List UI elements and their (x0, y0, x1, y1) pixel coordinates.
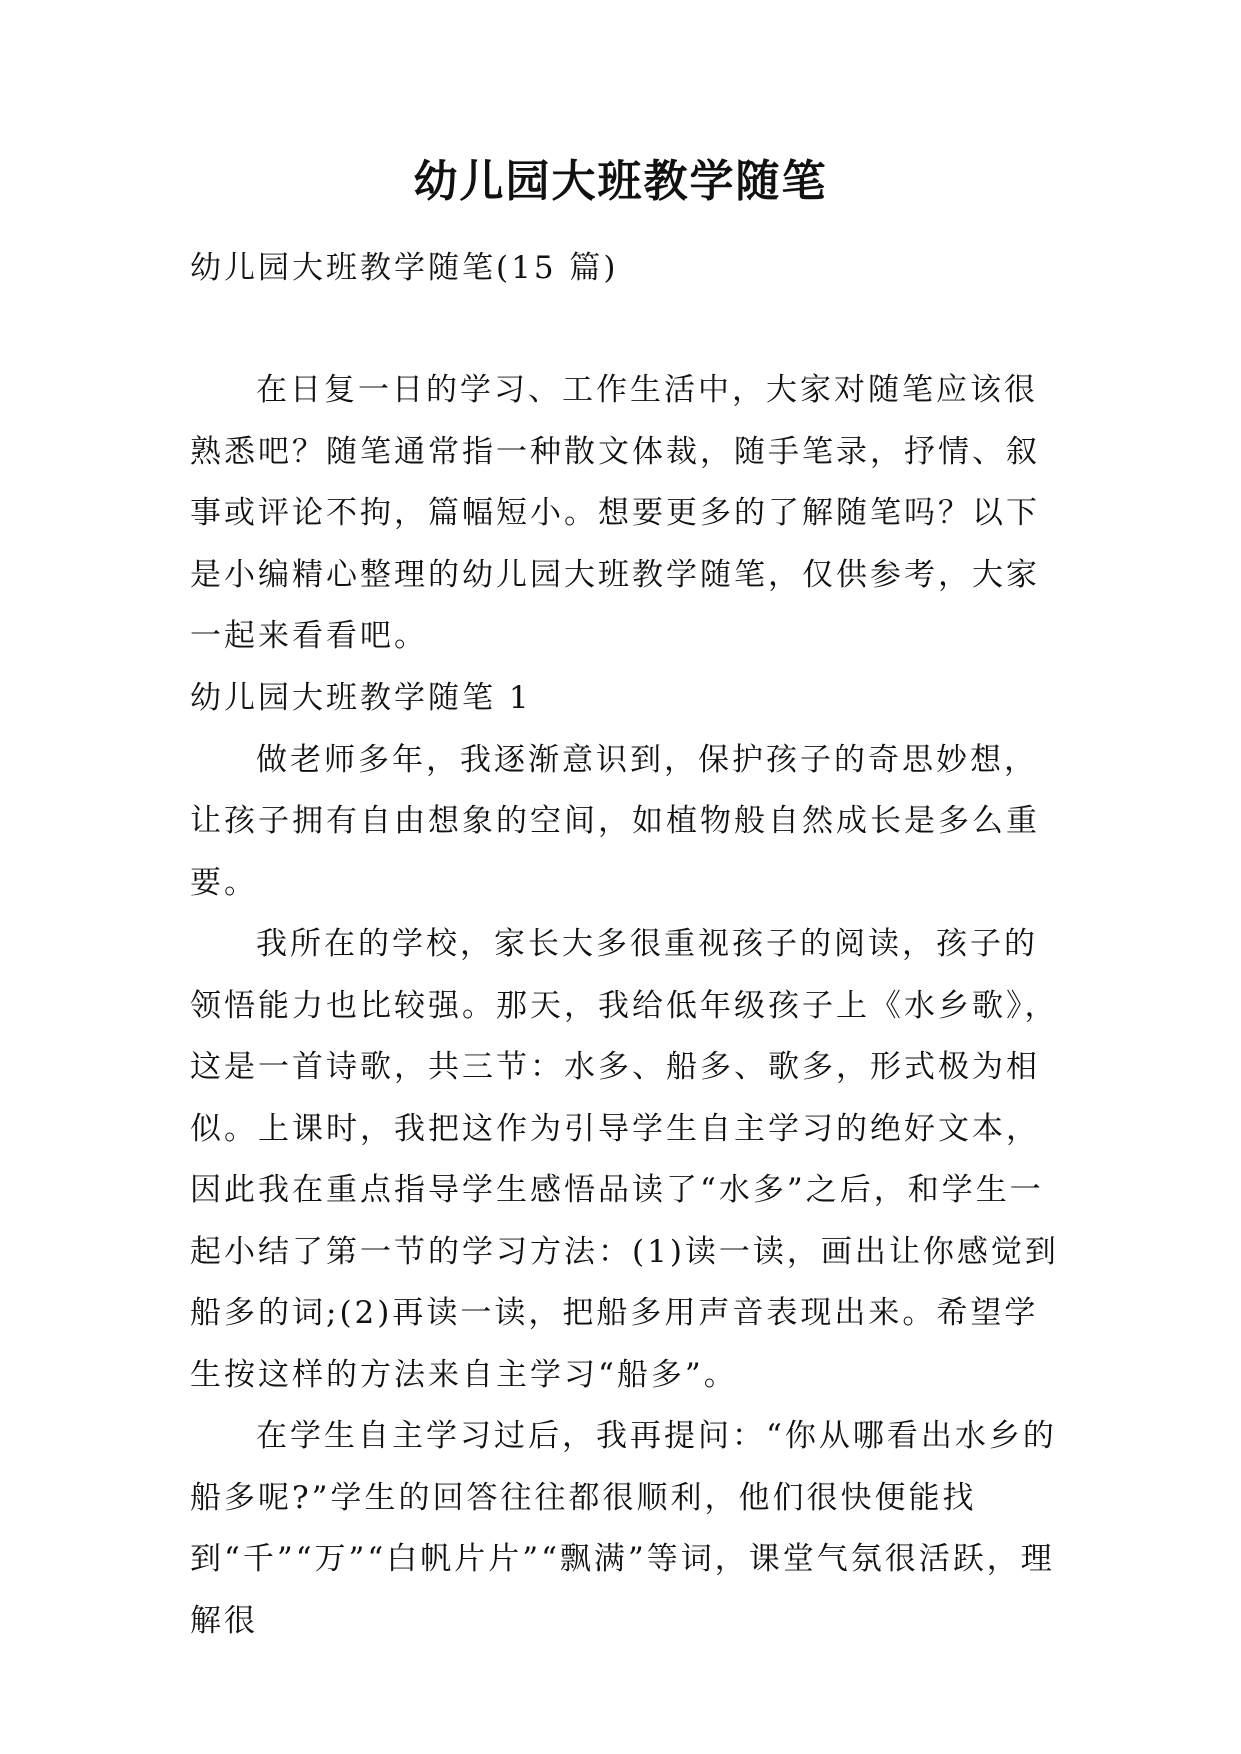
section-paragraph-3: 在学生自主学习过后，我再提问：“你从哪看出水乡的船多呢?”学生的回答往往都很顺利，他们很快便能找到“千”“万”“白帆片片”“飘满”等词，课堂气氛很活跃，理解很 (190, 1418, 1057, 1639)
section-paragraph-2: 我所在的学校，家长大多很重视孩子的阅读，孩子的领悟能力也比较强。那天，我给低年级孩子上《水乡歌》，这是一首诗歌，共三节：水多、船多、歌多，形式极为相似。上课时，我把这作为引导学生自主学习的绝好文本，因此我在重点指导学生感悟品读了“水多”之后，和学生一起小结了第一节的学习方法：(1)读一读，画出让你感觉到船多的词;(2)再读一读，把船多用声音表现出来。希望学生按这样的方法来自主学习“船多”。 (190, 926, 1059, 1393)
section-1 (190, 668, 1060, 1652)
document-title: 幼儿园大班教学随笔 (413, 156, 828, 207)
section-paragraph-1: 做老师多年，我逐渐意识到，保护孩子的奇思妙想，让孩子拥有自由想象的空间，如植物般自然成长是多么重要。 (190, 741, 1040, 901)
document-subtitle: 幼儿园大班教学随笔(15 篇) (190, 250, 619, 286)
intro-block (190, 360, 1060, 668)
section-heading: 幼儿园大班教学随笔 1 (190, 680, 532, 716)
intro-paragraph: 在日复一日的学习、工作生活中，大家对随笔应该很熟悉吧？随笔通常指一种散文体裁，随手笔录，抒情、叙事或评论不拘，篇幅短小。想要更多的了解随笔吗？以下是小编精心整理的幼儿园大班教学随笔，仅供参考，大家一起来看看吧。 (190, 372, 1040, 654)
